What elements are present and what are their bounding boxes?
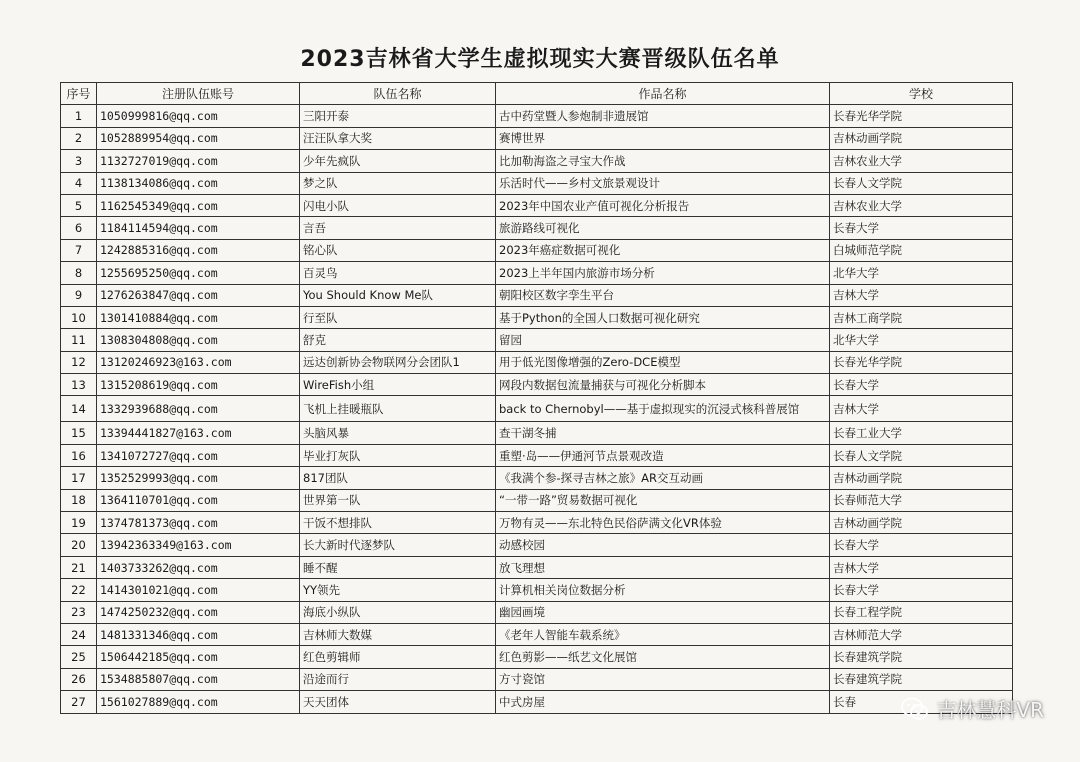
table-row bbox=[61, 127, 1013, 149]
cell-school: 长春大学 bbox=[830, 579, 1013, 601]
cell-work: 2023年中国农业产值可视化分析报告 bbox=[496, 194, 830, 216]
cell-school: 吉林大学 bbox=[830, 396, 1013, 422]
cell-account: 1184114594@qq.com bbox=[97, 217, 300, 239]
cell-account: 1255695250@qq.com bbox=[97, 262, 300, 284]
cell-account: 1162545349@qq.com bbox=[97, 194, 300, 216]
cell-school: 长春人文学院 bbox=[830, 444, 1013, 466]
cell-index: 3 bbox=[61, 150, 97, 172]
cell-index: 26 bbox=[61, 668, 97, 690]
cell-index: 6 bbox=[61, 217, 97, 239]
cell-index: 22 bbox=[61, 579, 97, 601]
cell-school: 吉林大学 bbox=[830, 556, 1013, 578]
cell-index: 18 bbox=[61, 489, 97, 511]
cell-account: 1138134086@qq.com bbox=[97, 172, 300, 194]
cell-index: 19 bbox=[61, 512, 97, 534]
cell-team: 汪汪队拿大奖 bbox=[300, 127, 496, 149]
cell-work: 红色剪影——纸艺文化展馆 bbox=[496, 646, 830, 668]
cell-account: 1403733262@qq.com bbox=[97, 556, 300, 578]
cell-team: 红色剪辑师 bbox=[300, 646, 496, 668]
cell-work: 方寸瓷馆 bbox=[496, 668, 830, 690]
cell-work: 留园 bbox=[496, 329, 830, 351]
cell-work: 计算机相关岗位数据分析 bbox=[496, 579, 830, 601]
table-row bbox=[61, 691, 1013, 713]
cell-index: 15 bbox=[61, 422, 97, 444]
cell-team: 飞机上挂暖瓶队 bbox=[300, 396, 496, 422]
cell-team: 817团队 bbox=[300, 467, 496, 489]
cell-team: 沿途而行 bbox=[300, 668, 496, 690]
watermark-text: 吉林慧科VR bbox=[936, 698, 1044, 722]
cell-school: 长春工业大学 bbox=[830, 422, 1013, 444]
cell-account: 1506442185@qq.com bbox=[97, 646, 300, 668]
table-row bbox=[61, 306, 1013, 328]
cell-school: 长春建筑学院 bbox=[830, 646, 1013, 668]
cell-index: 5 bbox=[61, 194, 97, 216]
cell-team: 长大新时代逐梦队 bbox=[300, 534, 496, 556]
cell-school: 长春师范大学 bbox=[830, 489, 1013, 511]
cell-school: 长春大学 bbox=[830, 217, 1013, 239]
header-account: 注册队伍账号 bbox=[97, 83, 300, 105]
table-row bbox=[61, 623, 1013, 645]
cell-team: 舒克 bbox=[300, 329, 496, 351]
table-row bbox=[61, 489, 1013, 511]
cell-school: 长春大学 bbox=[830, 374, 1013, 396]
table-row bbox=[61, 284, 1013, 306]
cell-work: 2023上半年国内旅游市场分析 bbox=[496, 262, 830, 284]
table-row bbox=[61, 601, 1013, 623]
table-row bbox=[61, 150, 1013, 172]
cell-account: 13120246923@163.com bbox=[97, 351, 300, 373]
cell-index: 11 bbox=[61, 329, 97, 351]
table-row bbox=[61, 329, 1013, 351]
cell-account: 1374781373@qq.com bbox=[97, 512, 300, 534]
table-row bbox=[61, 351, 1013, 373]
cell-team: 铭心队 bbox=[300, 239, 496, 261]
table-row bbox=[61, 444, 1013, 466]
cell-account: 13394441827@163.com bbox=[97, 422, 300, 444]
cell-work: 2023年癌症数据可视化 bbox=[496, 239, 830, 261]
wechat-icon bbox=[900, 696, 930, 722]
cell-work: 基于Python的全国人口数据可视化研究 bbox=[496, 306, 830, 328]
table-row bbox=[61, 172, 1013, 194]
cell-school: 长春光华学院 bbox=[830, 105, 1013, 127]
cell-account: 1332939688@qq.com bbox=[97, 396, 300, 422]
table-row bbox=[61, 105, 1013, 127]
cell-account: 1414301021@qq.com bbox=[97, 579, 300, 601]
cell-index: 13 bbox=[61, 374, 97, 396]
cell-school: 吉林农业大学 bbox=[830, 194, 1013, 216]
cell-work: 中式房屋 bbox=[496, 691, 830, 713]
cell-team: 百灵鸟 bbox=[300, 262, 496, 284]
cell-index: 2 bbox=[61, 127, 97, 149]
cell-team: 梦之队 bbox=[300, 172, 496, 194]
cell-index: 24 bbox=[61, 623, 97, 645]
cell-school: 吉林工商学院 bbox=[830, 306, 1013, 328]
cell-account: 1301410884@qq.com bbox=[97, 306, 300, 328]
cell-team: 行至队 bbox=[300, 306, 496, 328]
cell-team: 海底小纵队 bbox=[300, 601, 496, 623]
cell-school: 长春建筑学院 bbox=[830, 668, 1013, 690]
header-school: 学校 bbox=[830, 83, 1013, 105]
cell-team: 三阳开泰 bbox=[300, 105, 496, 127]
cell-index: 8 bbox=[61, 262, 97, 284]
header-work: 作品名称 bbox=[496, 83, 830, 105]
cell-team: You Should Know Me队 bbox=[300, 284, 496, 306]
cell-school: 吉林动画学院 bbox=[830, 127, 1013, 149]
cell-account: 1561027889@qq.com bbox=[97, 691, 300, 713]
cell-index: 20 bbox=[61, 534, 97, 556]
table-row bbox=[61, 512, 1013, 534]
cell-school: 吉林大学 bbox=[830, 284, 1013, 306]
cell-work: 《我满个参-探寻吉林之旅》AR交互动画 bbox=[496, 467, 830, 489]
cell-index: 16 bbox=[61, 444, 97, 466]
cell-account: 1474250232@qq.com bbox=[97, 601, 300, 623]
cell-school: 长春 bbox=[830, 691, 1013, 713]
page-title: 2023吉林省大学生虚拟现实大赛晋级队伍名单 bbox=[300, 47, 780, 72]
cell-work: 用于低光图像增强的Zero-DCE模型 bbox=[496, 351, 830, 373]
cell-team: YY领先 bbox=[300, 579, 496, 601]
cell-index: 14 bbox=[61, 396, 97, 422]
cell-team: 世界第一队 bbox=[300, 489, 496, 511]
cell-school: 北华大学 bbox=[830, 329, 1013, 351]
cell-school: 吉林师范大学 bbox=[830, 623, 1013, 645]
cell-account: 1481331346@qq.com bbox=[97, 623, 300, 645]
cell-work: 旅游路线可视化 bbox=[496, 217, 830, 239]
table-row bbox=[61, 262, 1013, 284]
cell-school: 吉林动画学院 bbox=[830, 512, 1013, 534]
table-row bbox=[61, 396, 1013, 422]
cell-team: 言吾 bbox=[300, 217, 496, 239]
cell-work: 比加勒海盗之寻宝大作战 bbox=[496, 150, 830, 172]
table-row bbox=[61, 579, 1013, 601]
cell-school: 长春人文学院 bbox=[830, 172, 1013, 194]
cell-work: 幽园画境 bbox=[496, 601, 830, 623]
cell-index: 4 bbox=[61, 172, 97, 194]
cell-school: 北华大学 bbox=[830, 262, 1013, 284]
cell-team: 毕业打灰队 bbox=[300, 444, 496, 466]
watermark bbox=[900, 694, 1044, 723]
cell-school: 长春光华学院 bbox=[830, 351, 1013, 373]
cell-team: 少年先疯队 bbox=[300, 150, 496, 172]
cell-school: 长春大学 bbox=[830, 534, 1013, 556]
cell-work: 《老年人智能车载系统》 bbox=[496, 623, 830, 645]
header-row bbox=[61, 83, 1013, 105]
roster-table bbox=[60, 82, 1013, 714]
cell-team: 闪电小队 bbox=[300, 194, 496, 216]
cell-work: 重塑·岛——伊通河节点景观改造 bbox=[496, 444, 830, 466]
table-row bbox=[61, 646, 1013, 668]
cell-work: “一带一路”贸易数据可视化 bbox=[496, 489, 830, 511]
cell-account: 1050999816@qq.com bbox=[97, 105, 300, 127]
cell-team: 头脑风暴 bbox=[300, 422, 496, 444]
cell-team: 睡不醒 bbox=[300, 556, 496, 578]
table-row bbox=[61, 467, 1013, 489]
header-team: 队伍名称 bbox=[300, 83, 496, 105]
cell-school: 吉林动画学院 bbox=[830, 467, 1013, 489]
cell-index: 23 bbox=[61, 601, 97, 623]
cell-index: 27 bbox=[61, 691, 97, 713]
table-row bbox=[61, 374, 1013, 396]
cell-index: 21 bbox=[61, 556, 97, 578]
cell-account: 13942363349@163.com bbox=[97, 534, 300, 556]
table-row bbox=[61, 556, 1013, 578]
cell-account: 1352529993@qq.com bbox=[97, 467, 300, 489]
header-index: 序号 bbox=[61, 83, 97, 105]
cell-work: 万物有灵——东北特色民俗萨满文化VR体验 bbox=[496, 512, 830, 534]
cell-team: 远达创新协会物联网分会团队1 bbox=[300, 351, 496, 373]
cell-index: 1 bbox=[61, 105, 97, 127]
cell-work: back to Chernobyl——基于虚拟现实的沉浸式核科普展馆 bbox=[496, 396, 830, 422]
cell-work: 动感校园 bbox=[496, 534, 830, 556]
cell-team: 干饭不想排队 bbox=[300, 512, 496, 534]
cell-index: 17 bbox=[61, 467, 97, 489]
cell-team: WireFish小组 bbox=[300, 374, 496, 396]
cell-account: 1052889954@qq.com bbox=[97, 127, 300, 149]
cell-account: 1132727019@qq.com bbox=[97, 150, 300, 172]
table-row bbox=[61, 194, 1013, 216]
cell-index: 9 bbox=[61, 284, 97, 306]
cell-index: 12 bbox=[61, 351, 97, 373]
cell-account: 1276263847@qq.com bbox=[97, 284, 300, 306]
table-row bbox=[61, 668, 1013, 690]
cell-work: 网段内数据包流量捕获与可视化分析脚本 bbox=[496, 374, 830, 396]
cell-team: 天天团体 bbox=[300, 691, 496, 713]
cell-work: 放飞理想 bbox=[496, 556, 830, 578]
roster-body bbox=[61, 105, 1013, 713]
cell-account: 1534885807@qq.com bbox=[97, 668, 300, 690]
table-row bbox=[61, 217, 1013, 239]
cell-school: 白城师范学院 bbox=[830, 239, 1013, 261]
cell-work: 查干湖冬捕 bbox=[496, 422, 830, 444]
cell-team: 吉林师大数媒 bbox=[300, 623, 496, 645]
cell-work: 古中药堂暨人参炮制非遗展馆 bbox=[496, 105, 830, 127]
cell-index: 10 bbox=[61, 306, 97, 328]
table-row bbox=[61, 534, 1013, 556]
cell-account: 1364110701@qq.com bbox=[97, 489, 300, 511]
cell-index: 25 bbox=[61, 646, 97, 668]
cell-account: 1341072727@qq.com bbox=[97, 444, 300, 466]
cell-work: 乐活时代——乡村文旅景观设计 bbox=[496, 172, 830, 194]
cell-account: 1242885316@qq.com bbox=[97, 239, 300, 261]
table-row bbox=[61, 422, 1013, 444]
table-row bbox=[61, 239, 1013, 261]
cell-index: 7 bbox=[61, 239, 97, 261]
cell-school: 长春工程学院 bbox=[830, 601, 1013, 623]
cell-account: 1308304808@qq.com bbox=[97, 329, 300, 351]
cell-work: 朝阳校区数字孪生平台 bbox=[496, 284, 830, 306]
cell-account: 1315208619@qq.com bbox=[97, 374, 300, 396]
cell-school: 吉林农业大学 bbox=[830, 150, 1013, 172]
cell-work: 赛博世界 bbox=[496, 127, 830, 149]
